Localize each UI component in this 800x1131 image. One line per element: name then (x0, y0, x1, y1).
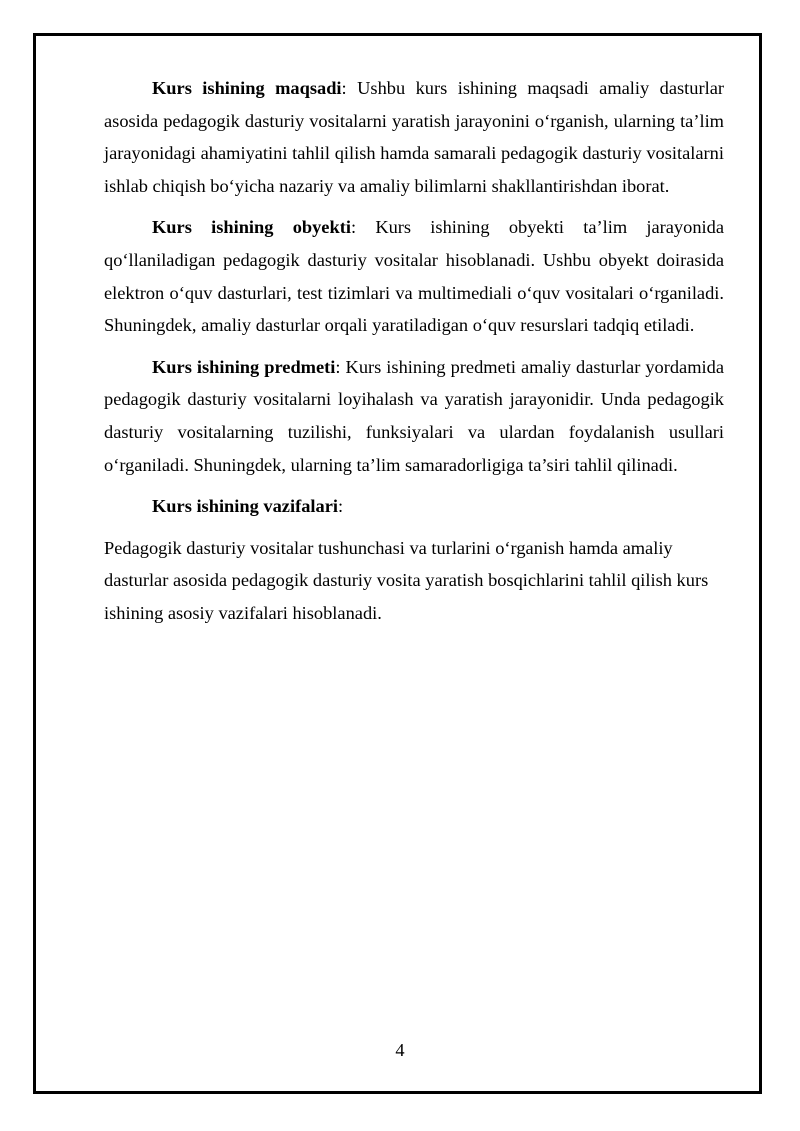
paragraph-tasks-heading (104, 490, 724, 523)
paragraph-subject (104, 351, 724, 481)
page-number: 4 (395, 1040, 405, 1060)
body-goal: Ushbu kurs ishining maqsadi amaliy dasturlar asosida pedagogik dasturiy vositalarni yaratish jarayonini o‘rganish, ularning ta’lim jarayonidagi ahamiyatini tahlil qilish hamda samarali pedagogik dasturiy vositalarni ishlab chiqish bo‘yicha nazariy va amaliy bilimlarni shakllantirishdan iborat. (104, 78, 724, 196)
body-object: Kurs ishining obyekti ta’lim jarayonida qo‘llaniladigan pedagogik dasturiy vositalar hisoblanadi. Ushbu obyekt doirasida elektron o‘quv dasturlari, test tizimlari va multimediali o‘quv vositalari o‘rganiladi. Shuningdek, amaliy dasturlar orqali yaratiladigan o‘quv resurslari tadqiq etiladi. (104, 217, 724, 336)
paragraph-tasks: Pedagogik dasturiy vositalar tushunchasi va turlarini o‘rganish hamda amaliy dasturlar asosida pedagogik dasturiy vosita yaratish bosqichlarini tahlil qilish kurs ishining asosiy vazifalari hisoblanadi. (104, 537, 709, 623)
heading-colon: : (341, 78, 347, 98)
heading-colon: : (335, 356, 341, 377)
heading-goal: Kurs ishining maqsadi (152, 78, 342, 98)
document-body (104, 72, 724, 639)
heading-subject: Kurs ishining predmeti (152, 356, 336, 377)
heading-tasks: Kurs ishining vazifalari (152, 496, 338, 517)
heading-colon: : (337, 496, 344, 517)
heading-object: Kurs ishining obyekti (152, 217, 351, 238)
paragraph-goal (104, 72, 724, 202)
body-subject: Kurs ishining predmeti amaliy dasturlar yordamida pedagogik dasturiy vositalarni loyihalash va yaratish jarayonidir. Unda pedagogik dasturiy vositalarning tuzilishi, funksiyalari va ulardan foydalanish usullari o‘rganiladi. Shuningdek, ularning ta’lim samaradorligiga ta’siri tahlil qilinadi. (104, 356, 724, 475)
paragraph-object (104, 211, 724, 341)
heading-colon: : (350, 217, 357, 238)
